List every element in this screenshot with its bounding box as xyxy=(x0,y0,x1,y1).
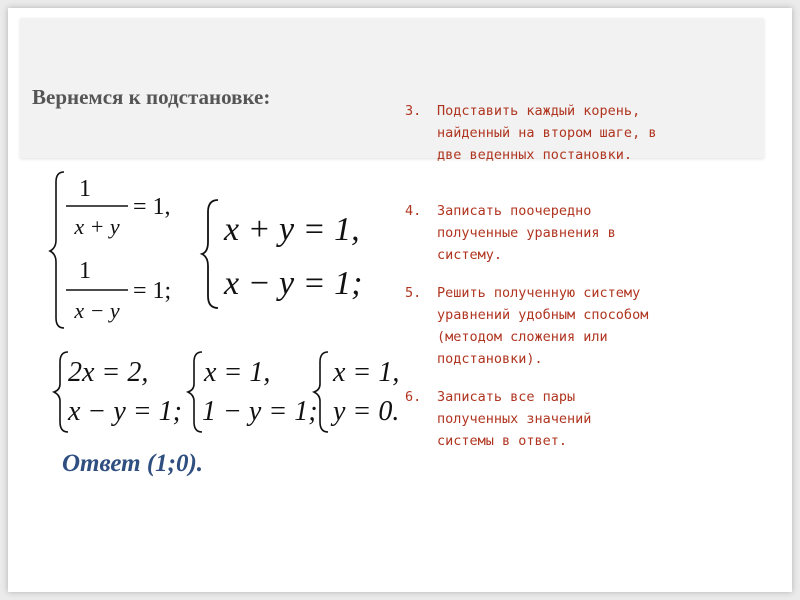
step-number: 4. xyxy=(405,203,422,219)
equation: x + y = 1, xyxy=(224,211,360,248)
answer: Ответ (1;0). xyxy=(62,450,204,477)
equation: x − y = 1; xyxy=(224,265,363,302)
system-linear-4 xyxy=(314,352,399,432)
equation: 1 − y = 1; xyxy=(202,396,318,427)
equation: x = 1, xyxy=(333,357,400,388)
step-text: Записать поочередно полученные уравнения в систему. xyxy=(437,203,616,263)
step-text: Подставить каждый корень, найденный на втором шаге, в две веденных постановки. xyxy=(437,103,657,163)
equation: 2x = 2, xyxy=(68,357,149,388)
equation: x − y = 1; xyxy=(68,396,182,427)
step-number: 3. xyxy=(405,103,422,119)
system-fractions xyxy=(50,172,171,328)
step-number: 5. xyxy=(405,285,422,301)
step-text: Записать все пары полученных значений системы в ответ. xyxy=(437,389,592,449)
fraction-numerator: 1 xyxy=(79,258,91,284)
equation: y = 0. xyxy=(333,396,400,427)
fraction-numerator: 1 xyxy=(79,176,91,202)
brace xyxy=(50,172,64,328)
system-linear-2 xyxy=(54,352,182,432)
system-linear-3 xyxy=(188,352,318,432)
system-linear-1 xyxy=(202,200,362,308)
brace xyxy=(188,352,202,432)
equation: x = 1, xyxy=(204,357,271,388)
slide-title: Вернемся к подстановке: xyxy=(32,85,271,109)
brace xyxy=(54,352,68,432)
brace xyxy=(202,200,218,308)
step-number: 6. xyxy=(405,389,422,405)
fraction-denominator: x + y xyxy=(74,214,120,239)
equation-rhs: = 1; xyxy=(133,278,172,304)
equation-rhs: = 1, xyxy=(133,194,171,220)
step-text: Решить полученную систему уравнений удобным способом (методом сложения или подстановки). xyxy=(437,285,649,367)
fraction-denominator: x − y xyxy=(74,298,120,323)
